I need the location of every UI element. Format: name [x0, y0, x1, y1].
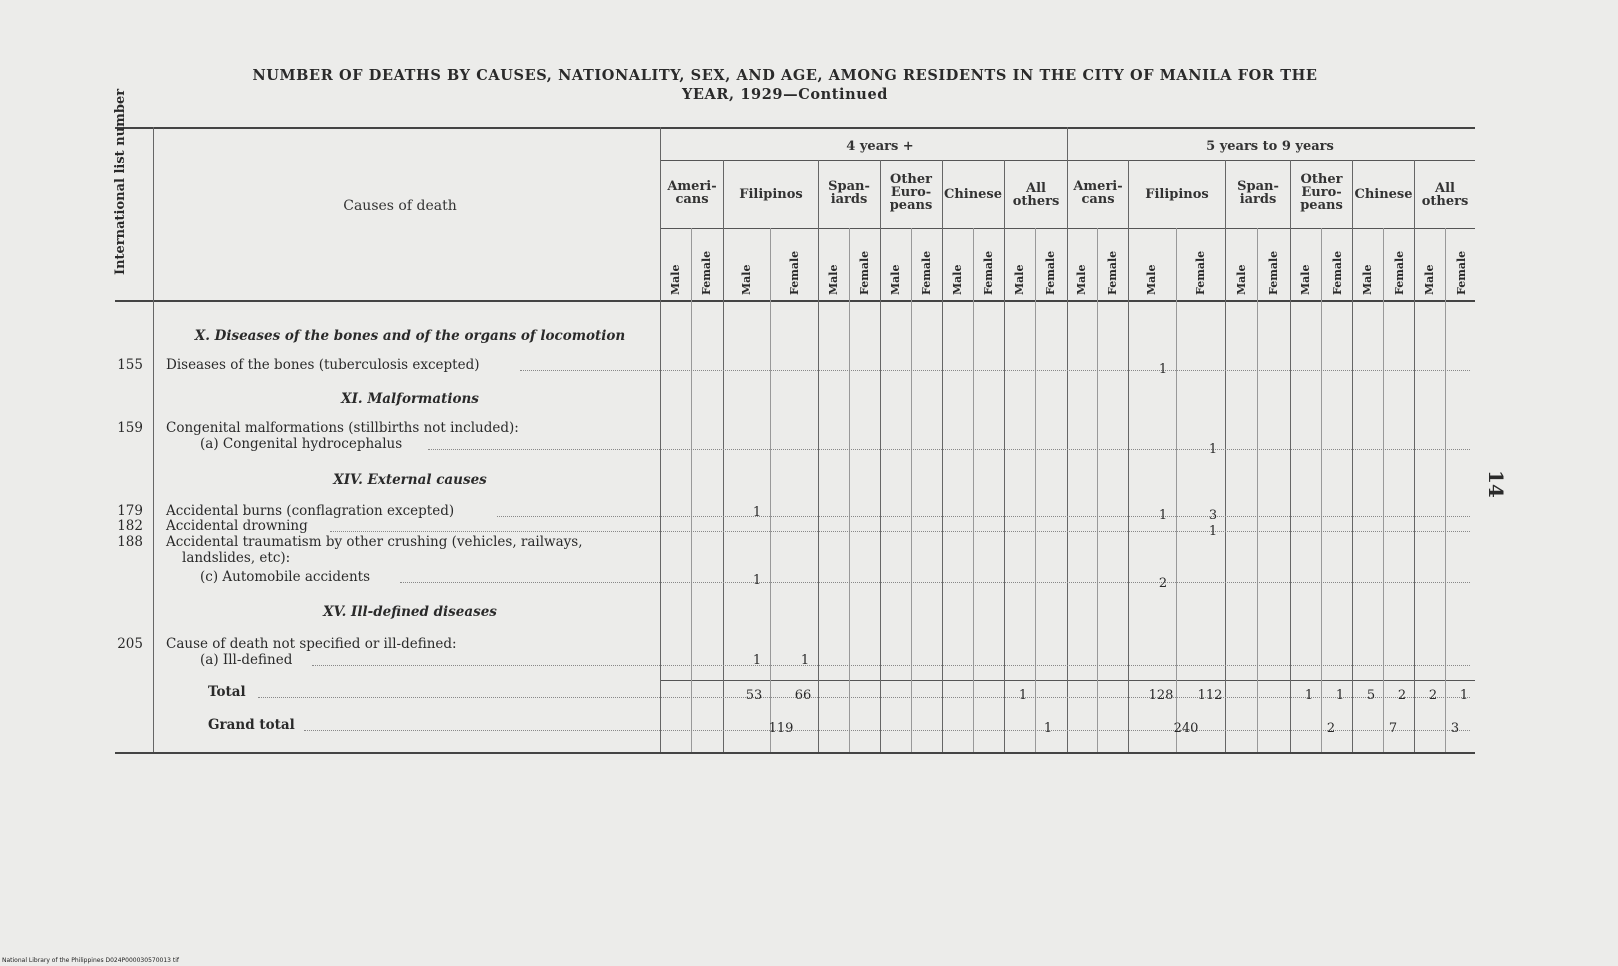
sex-female: Female [1106, 250, 1119, 295]
dot-leader [520, 370, 1470, 371]
nat-other-europeans: Other Euro-peans [1300, 172, 1343, 213]
nat-filipinos: Filipinos [1145, 187, 1209, 202]
sex-female: Female [1267, 250, 1280, 295]
total-cell: 5 [1366, 688, 1376, 703]
dot-leader [304, 730, 1470, 731]
total-cell: 128 [1148, 688, 1174, 703]
total-cell: 66 [794, 688, 812, 703]
nat-all-others: All others [1012, 181, 1060, 209]
cause-label: Accidental traumatism by other crushing (vehicles, railways, [166, 534, 583, 550]
sex-female: Female [788, 250, 801, 295]
sex-female: Female [700, 250, 713, 295]
dot-leader [330, 531, 1470, 532]
data-cell: 1 [1208, 524, 1218, 539]
section-heading: XV. Ill-defined diseases [323, 604, 497, 620]
data-cell: 2 [1158, 576, 1168, 591]
sex-male: Male [951, 264, 964, 295]
col-divider [153, 127, 154, 752]
sex-female: Female [1331, 250, 1344, 295]
grand-total-cell: 3 [1450, 721, 1460, 736]
intl-number: 155 [117, 357, 143, 373]
col-divider [1352, 160, 1353, 752]
page-title [140, 66, 1430, 104]
nat-chinese: Chinese [1354, 187, 1413, 202]
col-divider [1321, 228, 1322, 752]
intl-number: 159 [117, 420, 143, 436]
col-divider [1414, 160, 1415, 752]
total-cell: 1 [1335, 688, 1345, 703]
nat-americans: Ameri-cans [667, 179, 717, 207]
intl-list-header: International list number [113, 88, 128, 275]
nat-spaniards: Span-iards [828, 179, 870, 207]
total-cell: 53 [745, 688, 763, 703]
nat-all-others: All others [1421, 181, 1469, 209]
cause-label: Accidental burns (conflagration excepted) [166, 503, 455, 519]
age-group-5-to-9: 5 years to 9 years [1206, 139, 1334, 154]
data-cell: 1 [800, 653, 810, 668]
data-cell: 1 [752, 573, 762, 588]
nat-chinese: Chinese [943, 187, 1003, 202]
sex-male: Male [740, 264, 753, 295]
data-cell: 1 [1158, 362, 1168, 377]
table-bottom-rule [115, 752, 1475, 754]
nat-filipinos: Filipinos [739, 187, 803, 202]
intl-number: 188 [117, 534, 143, 550]
col-divider [1445, 228, 1446, 752]
data-cell: 3 [1208, 508, 1218, 523]
nat-spaniards: Span-iards [1237, 179, 1279, 207]
sex-male: Male [1299, 264, 1312, 295]
col-divider [1067, 127, 1068, 752]
cause-label: Diseases of the bones (tuberculosis excepted) [166, 357, 480, 373]
causes-header: Causes of death [343, 198, 457, 214]
total-label: Total [208, 684, 246, 700]
col-divider [973, 228, 974, 752]
dot-leader [428, 449, 1470, 450]
intl-number: 182 [117, 518, 143, 534]
sex-male: Male [1423, 264, 1436, 295]
section-heading: XI. Malformations [341, 391, 479, 407]
sex-male: Male [669, 264, 682, 295]
col-divider [1035, 228, 1036, 752]
table-top-rule [115, 127, 1475, 129]
cause-label: Cause of death not specified or ill-defined: [166, 636, 457, 652]
nat-americans: Ameri-cans [1073, 179, 1123, 207]
col-divider [942, 160, 943, 752]
footer-source: National Library of the Philippines D024P000030570013 tif [2, 957, 180, 964]
title-line-1: NUMBER OF DEATHS BY CAUSES, NATIONALITY, SEX, AND AGE, AMONG RESIDENTS IN THE CITY OF MANILA FOR THE [252, 67, 1318, 84]
sex-female: Female [1044, 250, 1057, 295]
sex-female: Female [1194, 250, 1207, 295]
data-cell: 1 [1158, 508, 1168, 523]
sex-female: Female [1393, 250, 1406, 295]
intl-number: 179 [117, 503, 143, 519]
col-divider [1128, 160, 1129, 752]
col-divider [911, 228, 912, 752]
total-cell: 1 [1018, 688, 1028, 703]
intl-number: 205 [117, 636, 143, 652]
sex-male: Male [889, 264, 902, 295]
cause-label: (a) Congenital hydrocephalus [200, 436, 403, 452]
col-divider [1004, 160, 1005, 752]
age-group-4-years: 4 years + [846, 139, 914, 154]
data-cell: 1 [752, 653, 762, 668]
grand-total-label: Grand total [208, 717, 295, 733]
sex-male: Male [1145, 264, 1158, 295]
dot-leader [312, 665, 1470, 666]
sex-female: Female [858, 250, 871, 295]
cause-label: landslides, etc): [182, 550, 291, 566]
grand-total-cell: 2 [1326, 721, 1336, 736]
total-cell: 1 [1459, 688, 1469, 703]
cause-label: Congenital malformations (stillbirths not included): [166, 420, 519, 436]
data-cell: 1 [1208, 442, 1218, 457]
dot-leader [400, 582, 1470, 583]
total-cell: 2 [1428, 688, 1438, 703]
col-divider [660, 127, 661, 752]
grand-total-cell: 7 [1388, 721, 1398, 736]
col-divider [1097, 228, 1098, 752]
dot-leader [258, 697, 1470, 698]
cause-label: (c) Automobile accidents [200, 569, 371, 585]
col-divider [1257, 228, 1258, 752]
dot-leader [497, 516, 1470, 517]
total-cell: 112 [1197, 688, 1223, 703]
grand-total-cell: 240 [1173, 721, 1199, 736]
sex-male: Male [1235, 264, 1248, 295]
col-divider [1383, 228, 1384, 752]
sex-male: Male [827, 264, 840, 295]
total-cell: 2 [1397, 688, 1407, 703]
section-heading: X. Diseases of the bones and of the organs of locomotion [194, 328, 626, 344]
col-divider [770, 228, 771, 752]
data-cell: 1 [752, 505, 762, 520]
cause-label: (a) Ill-defined [200, 652, 293, 668]
col-divider [1176, 228, 1177, 752]
sex-male: Male [1013, 264, 1026, 295]
nat-other-europeans: Other Euro-peans [889, 172, 933, 213]
col-divider [880, 160, 881, 752]
total-cell: 1 [1304, 688, 1314, 703]
cause-label: Accidental drowning [166, 518, 308, 534]
col-divider [691, 228, 692, 752]
sex-female: Female [920, 250, 933, 295]
col-divider [1290, 160, 1291, 752]
sex-male: Male [1361, 264, 1374, 295]
col-divider [723, 160, 724, 752]
col-divider [849, 228, 850, 752]
sex-male: Male [1075, 264, 1088, 295]
grand-total-cell: 119 [768, 721, 794, 736]
sex-female: Female [1455, 250, 1468, 295]
header-bottom-rule [115, 300, 1475, 302]
page-number: 14 [1484, 470, 1508, 498]
grand-total-cell: 1 [1043, 721, 1053, 736]
title-line-2: YEAR, 1929—Continued [681, 86, 889, 103]
section-heading: XIV. External causes [333, 472, 487, 488]
sex-female: Female [982, 250, 995, 295]
